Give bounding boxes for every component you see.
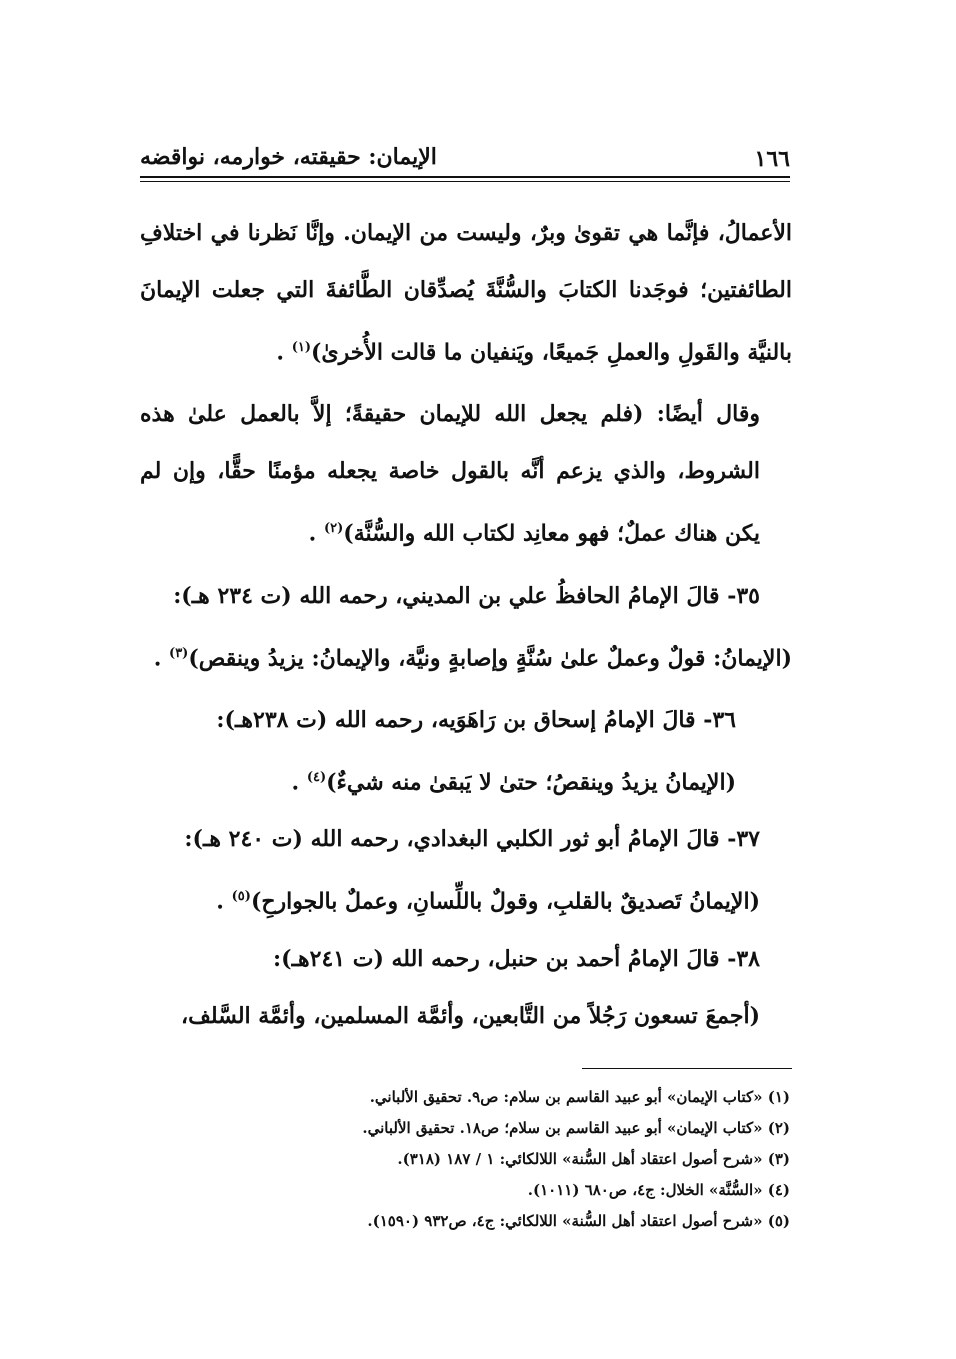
page-number: ١٦٦ (754, 146, 790, 172)
item-36-heading: ٣٦- قالَ الإمامُ إسحاق بن رَاهَوَيه، رحمه الله (ت ٢٣٨هـ): (216, 706, 736, 733)
footnote-ref[interactable]: (٥) (231, 889, 251, 905)
main-text (140, 205, 792, 1045)
period: . (308, 520, 317, 547)
item-35-quote (140, 625, 792, 687)
footnote-1: (١) «كتاب الإيمان» أبو عبيد القاسم بن سلام: ص٩. تحقيق الألباني. (369, 1088, 790, 1106)
header-rule-thin (140, 181, 790, 182)
item-35-heading: ٣٥- قالَ الإمامُ الحافظُ علي بن المديني، رحمه الله (ت ٢٣٤ هـ): (173, 582, 760, 609)
item-37-heading: ٣٧- قالَ الإمامُ أبو ثور الكلبي البغدادي، رحمه الله (ت ٢٤٠ هـ): (184, 826, 760, 853)
quote-text: (الإيمانُ يزيدُ وينقصُ؛ حتىٰ لا يَبقىٰ منه شيءٌ) (326, 769, 736, 796)
item-38-heading: ٣٨- قالَ الإمامُ أحمد بن حنبل، رحمه الله (ت ٢٤١هـ): (273, 945, 760, 972)
period: . (153, 644, 162, 671)
header-rule (140, 176, 790, 178)
footnote-ref[interactable]: (٢) (323, 521, 344, 537)
footnote-5: (٥) «شرح أصول اعتقاد أهل السُّنة» اللالكائي: ج٤، ص٩٣٢ (١٥٩٠). (367, 1212, 790, 1230)
period: . (276, 339, 285, 366)
page-header (140, 140, 790, 180)
footnote-ref[interactable]: (٤) (306, 769, 327, 785)
footnote-ref[interactable]: (٣) (169, 645, 189, 661)
paragraph-continued (140, 205, 792, 381)
running-title: الإيمان: حقيقته، خوارمه، نواقضه (140, 144, 437, 170)
footnote-3: (٣) «شرح أصول اعتقاد أهل السُّنة» اللالكائي: ١ / ١٨٧ (٣١٨). (397, 1150, 790, 1168)
footnote-separator (582, 1068, 792, 1069)
footnotes (160, 1082, 790, 1237)
period: . (291, 769, 300, 796)
item-38-quote: (أجمعَ تسعون رَجُلاً من التَّابعين، وأئمَّة المسلمين، وأئمَّة السَّلف، (181, 1002, 760, 1029)
period: . (216, 888, 224, 915)
paragraph-text: الأعمالُ، فإنَّما هي تقوىٰ وبرٌ، وليست من الإيمان. وإنَّا نَظرنا في اختلافِ الطائفتين؛ فوجَدنا الكتابَ والسُّنَّةَ يُصدِّقان الطَّائفةَ التي جعلت الإيمانَ بالنيَّة والقَولِ والعملِ جَميعًا، ويَنفيان ما قالت الأُخرىٰ) (140, 220, 792, 366)
footnote-4: (٤) «السُّنَّة» الخلال: ج٤، ص٦٨٠ (١٠١١). (527, 1181, 790, 1199)
item-36-quote (140, 749, 792, 811)
footnote-ref[interactable]: (١) (291, 340, 311, 355)
quote-text: (الإيمانُ تَصديقٌ بالقلبِ، وقولٌ باللِّسانِ، وعملٌ بالجوارحِ) (250, 888, 760, 915)
paragraph-quote (140, 386, 792, 562)
footnote-2: (٢) «كتاب الإيمان» أبو عبيد القاسم بن سلام؛ ص١٨. تحقيق الألباني. (362, 1119, 790, 1137)
quote-text: (الإيمانُ: قولٌ وعملٌ علىٰ سُنَّةٍ وإصابةٍ ونيَّة، والإيمانُ: يزيدُ وينقص) (188, 644, 792, 671)
paragraph-text: وقال أيضًا: (فلم يجعل الله للإيمان حقيقةً؛ إلاَّ بالعمل علىٰ هذه الشروط، والذي يزعم أنَّه بالقول خاصة يجعله مؤمنًا حقًّا، وإن لم يكن هناك عملٌ؛ فهو معانِد لكتاب الله والسُّنَّة) (140, 401, 760, 547)
item-37-quote (140, 868, 792, 930)
